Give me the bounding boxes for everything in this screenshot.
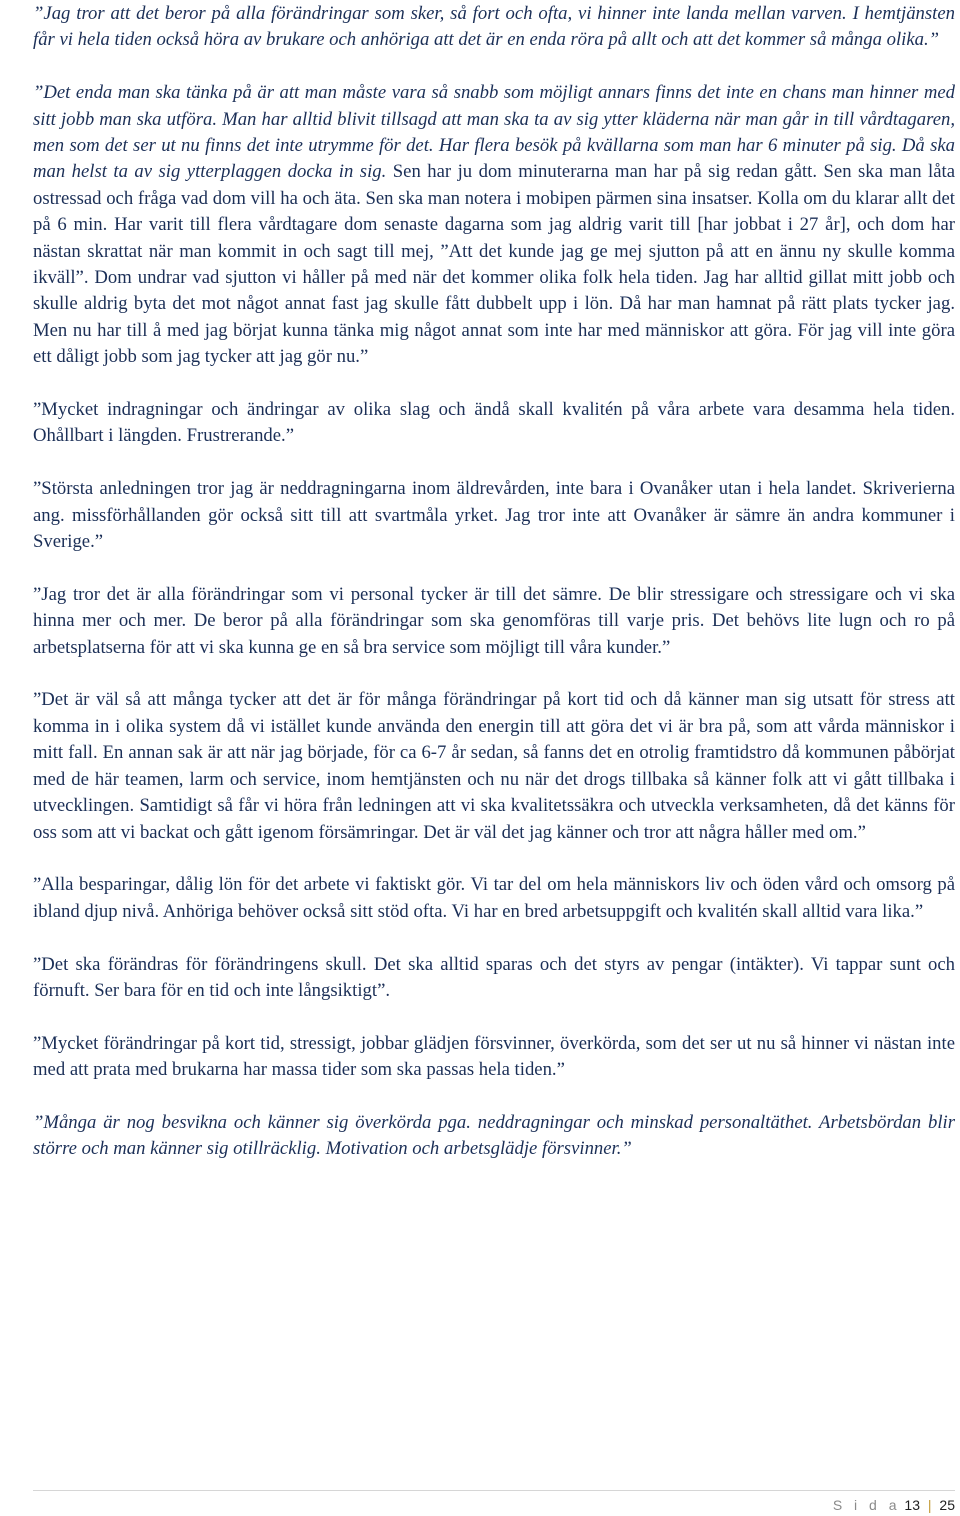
quote-text: ”Jag tror att det beror på alla förändringar som sker, så fort och ofta, vi hinner inte landa mellan varven. I hemtjänsten får vi hela tiden också höra av brukare och anhöriga att det är en enda röra på allt och att det kommer så många olika.” [33, 3, 955, 51]
quote-text: Har varit till flera vårdtagare dom senaste dagarna som jag aldrig varit till [har jobbat i 27 år], och dom har nästan skrattat när man kommit in och sagt till mej, ”Att det kunde jag ge mej sjutton på att en ännu ny skulle komma ikväll”. Dom undrar vad sjutton vi håller på med när det kommer olika folk hela tiden. Jag har alltid gillat mitt jobb och skulle aldrig byta det mot något annat fast jag skulle fått dubbelt upp i lön. Då har man hamnat på rätt plats tycker jag. Men nu har till å med jag börjat kunna tänka mig något annat som inte har med människor att göra. För jag vill inte göra ett dåligt jobb som jag tycker att jag gör nu.” [33, 214, 955, 368]
quote-paragraph [33, 1110, 955, 1163]
quote-text: ”Alla besparingar, dålig lön för det arbete vi faktiskt gör. Vi tar del om hela människors liv och öden vård och omsorg på ibland djup nivå. Anhöriga behöver också sitt stöd ofta. Vi har en bred arbetsuppgift och kvalitén skall alltid vara lika.” [33, 874, 955, 922]
page-footer [833, 1496, 955, 1514]
quote-paragraph [33, 476, 955, 555]
document-body [33, 1, 955, 1189]
quote-paragraph [33, 1031, 955, 1084]
footer-separator: | [927, 1497, 932, 1513]
quote-paragraph [33, 582, 955, 661]
footer-divider [33, 1490, 955, 1491]
quote-paragraph [33, 80, 955, 370]
quote-text: ”Mycket förändringar på kort tid, stressigt, jobbar glädjen försvinner, överkörda, som det ser ut nu så hinner vi nästan inte med att prata med brukarna har massa tider som ska passas hela tiden.” [33, 1032, 955, 1081]
quote-paragraph [33, 687, 955, 845]
quote-paragraph [33, 397, 955, 450]
quote-text: Sen har ju dom minuterarna man har på sig redan gått. Sen ska man låta ostressad och fråga vad dom vill ha och äta. Sen ska man notera i mobipen pärmen sina insatser. Kolla om du klarar allt det på 6 min. [33, 161, 956, 236]
quote-text: ”Största anledningen tror jag är neddragningarna inom äldrevården, inte bara i Ovanåker utan i hela landet. Skriverierna ang. missförhållanden gör också sitt till att svartmåla yrket. Jag tror inte att Ovanåker är sämre än andra kommuner i Sverige.” [33, 478, 955, 553]
total-pages: 25 [939, 1497, 955, 1513]
quote-text: ”Jag tror det är alla förändringar som vi personal tycker är till det sämre. De blir stressigare och stressigare och vi ska hinna mer och mer. De beror på alla förändringar som ska genomföras till varje pris. Det behövs lite lugn och ro på arbetsplatserna för att vi ska kunna ge en så bra service som möjligt till våra kunder.” [33, 583, 955, 658]
quote-text: Man har alltid blivit tillsagd att man ska ta av sig ytter kläderna när man går in till vårdtagaren, men som det ser ut nu finns det inte utrymme för det. Har flera besök på kvällarna som man har 6 minuter på sig. Då ska man helst ta av sig ytterplaggen docka in sig. [33, 108, 956, 183]
page-label: S i d a [832, 1497, 901, 1513]
quote-text: ”Det enda man ska tänka på är att man måste vara så snabb som möjligt annars finns det inte en chans man hinner med sitt jobb man ska utföra. [33, 82, 955, 130]
quote-text: ”Det är väl så att många tycker att det är för många förändringar på kort tid och då känner man sig utsatt för stress att komma in i olika system då vi istället kunde använda den energin till att göra det vi är bra på, som att vårda människor i mitt fall. En annan sak är att när jag började, för ca 6-7 år sedan, så fanns det en otrolig framtidstro då kommunen påbörjat med de här teamen, larm och service, inom hemtjänsten och nu när det drogs tillbaka så känner folk att vi gått tillbaka i utvecklingen. Samtidigt så får vi höra från ledningen att vi ska kvalitetssäkra och utveckla verksamheten, då det känns för oss som att vi backat och gått igenom försämringar. Det är väl det jag känner och tror att några håller med om.” [33, 689, 955, 843]
quote-text: ”Det ska förändras för förändringens skull. Det ska alltid sparas och det styrs av pengar (intäkter). Vi tappar sunt och förnuft. Ser bara för en tid och inte långsiktigt”. [33, 953, 955, 1001]
page-number: 13 [904, 1497, 920, 1513]
quote-paragraph [33, 952, 955, 1005]
quote-paragraph [33, 1, 955, 54]
quote-text: ”Många är nog besvikna och känner sig överkörda pga. neddragningar och minskad personaltäthet. Arbetsbördan blir större och man känner sig otillräcklig. Motivation och arbetsglädje försvinner.” [33, 1111, 955, 1160]
quote-paragraph [33, 872, 955, 925]
quote-text: ”Mycket indragningar och ändringar av olika slag och ändå skall kvalitén på våra arbete vara desamma hela tiden. Ohållbart i längden. Frustrerande.” [33, 399, 955, 447]
